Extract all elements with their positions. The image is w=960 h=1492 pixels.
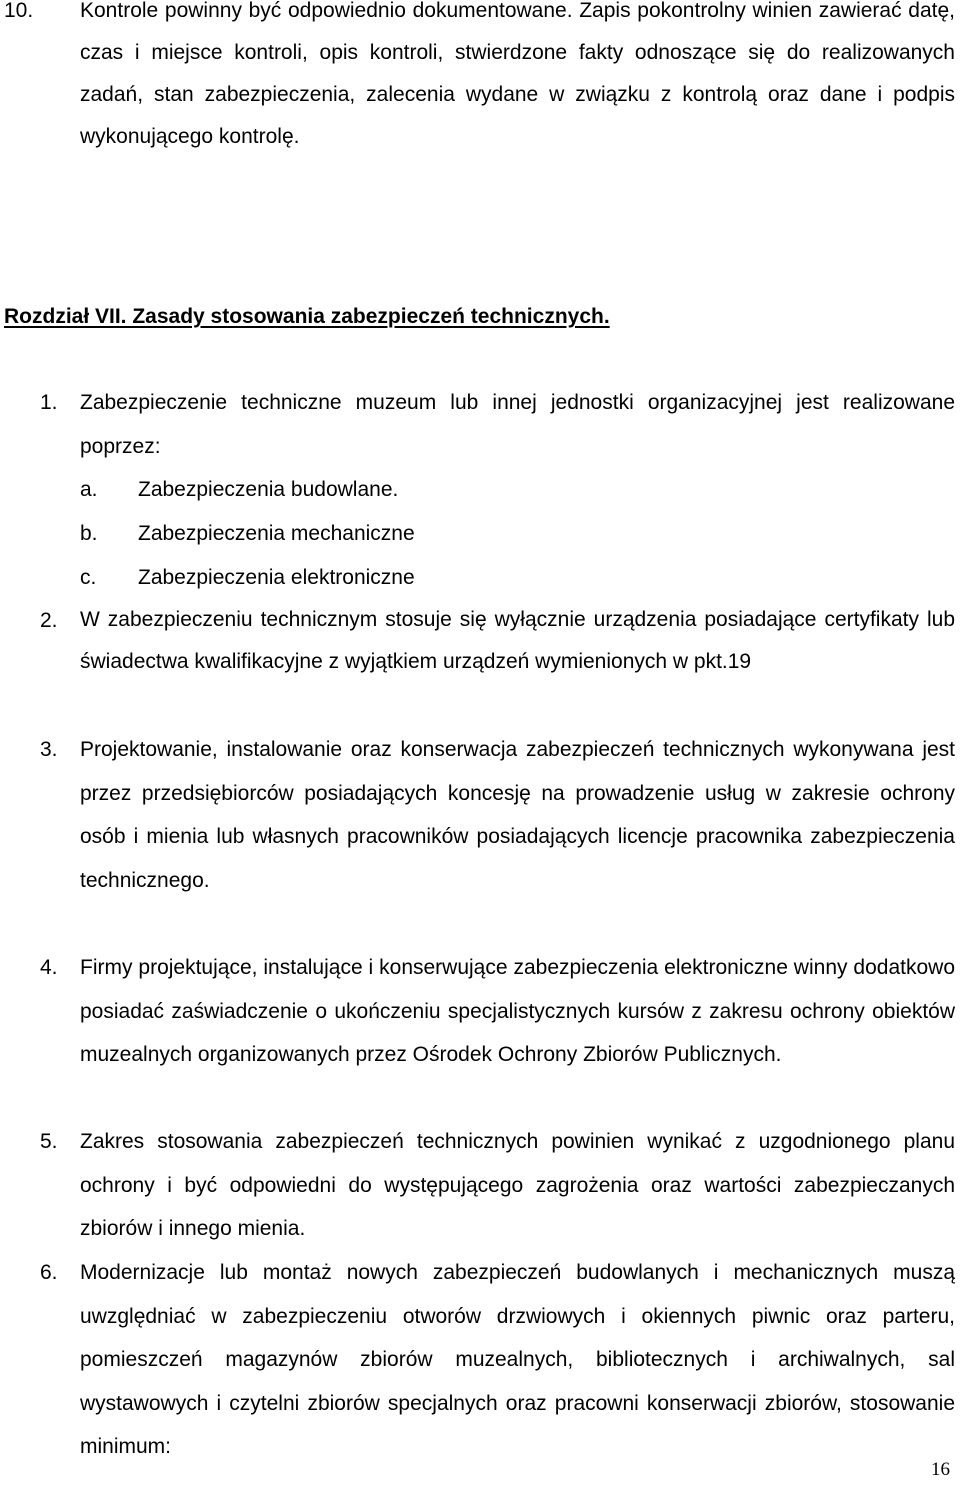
item-text: Firmy projektujące, instalujące i konserwujące zabezpieczenia elektroniczne winny dodatkowo posiadać zaświadczenie o ukończeniu specjalistycznych kursów z zakresu ochrony obiektów muzealnych organizowanych przez Ośrodek Ochrony Zbiorów Publicznych. xyxy=(80,956,955,1066)
sub-item-letter: b. xyxy=(80,522,98,545)
item-text: Kontrole powinny być odpowiednio dokumentowane. Zapis pokontrolny winien zawierać datę, czas i miejsce kontroli, opis kontroli, stwierdzone fakty odnoszące się do realizowanych zadań, stan zabezpieczenia, zalecenia wydane w związku z kontrolą oraz dane i podpis wykonującego kontrolę. xyxy=(80,0,955,148)
sub-list xyxy=(80,468,955,600)
list-item-10 xyxy=(0,0,955,158)
list-item-5 xyxy=(0,1120,955,1251)
list-item-2 xyxy=(0,599,955,683)
list-item-1 xyxy=(0,381,955,468)
sub-item xyxy=(80,556,955,600)
sub-item-text: Zabezpieczenia elektroniczne xyxy=(138,566,415,589)
item-text: Projektowanie, instalowanie oraz konserwacja zabezpieczeń technicznych wykonywana jest przez przedsiębiorców posiadających koncesję na prowadzenie usług w zakresie ochrony osób i mienia lub własnych pracowników posiadających licencje pracownika zabezpieczenia technicznego. xyxy=(80,738,955,892)
item-number: 4. xyxy=(40,956,58,979)
item-number: 10. xyxy=(4,0,34,22)
item-text: W zabezpieczeniu technicznym stosuje się wyłącznie urządzenia posiadające certyfikaty lub świadectwa kwalifikacyjne z wyjątkiem urządzeń wymienionych w pkt.19 xyxy=(80,608,955,673)
sub-item-text: Zabezpieczenia mechaniczne xyxy=(138,522,415,545)
sub-item-text: Zabezpieczenia budowlane. xyxy=(138,478,399,501)
sub-item-letter: a. xyxy=(80,478,98,501)
list-item-6 xyxy=(0,1251,955,1469)
item-text: Zabezpieczenie techniczne muzeum lub innej jednostki organizacyjnej jest realizowane poprzez: xyxy=(80,391,955,458)
sub-item xyxy=(80,512,955,556)
item-number: 5. xyxy=(40,1130,58,1153)
sub-item xyxy=(80,468,955,512)
item-text: Zakres stosowania zabezpieczeń technicznych powinien wynikać z uzgodnionego planu ochrony i być odpowiedni do występującego zagrożenia oraz wartości zabezpieczanych zbiorów i innego mienia. xyxy=(80,1130,955,1240)
item-text: Modernizacje lub montaż nowych zabezpieczeń budowlanych i mechanicznych muszą uwzględniać w zabezpieczeniu otworów drzwiowych i okiennych piwnic oraz parteru, pomieszczeń magazynów zbiorów muzealnych, bibliotecznych i archiwalnych, sal wystawowych i czytelni zbiorów specjalnych oraz pracowni konserwacji zbiorów, stosowanie minimum: xyxy=(80,1261,955,1458)
sublist-wrapper xyxy=(0,468,955,600)
list-item-3 xyxy=(0,728,955,902)
item-number: 3. xyxy=(40,738,58,761)
sub-item-letter: c. xyxy=(80,566,97,589)
list-item-4 xyxy=(0,946,955,1077)
page-number: 16 xyxy=(931,1459,950,1480)
item-number: 1. xyxy=(40,391,58,414)
chapter-heading: Rozdział VII. Zasady stosowania zabezpieczeń technicznych. xyxy=(4,305,610,328)
item-number: 2. xyxy=(40,609,58,632)
item-number: 6. xyxy=(40,1261,58,1284)
